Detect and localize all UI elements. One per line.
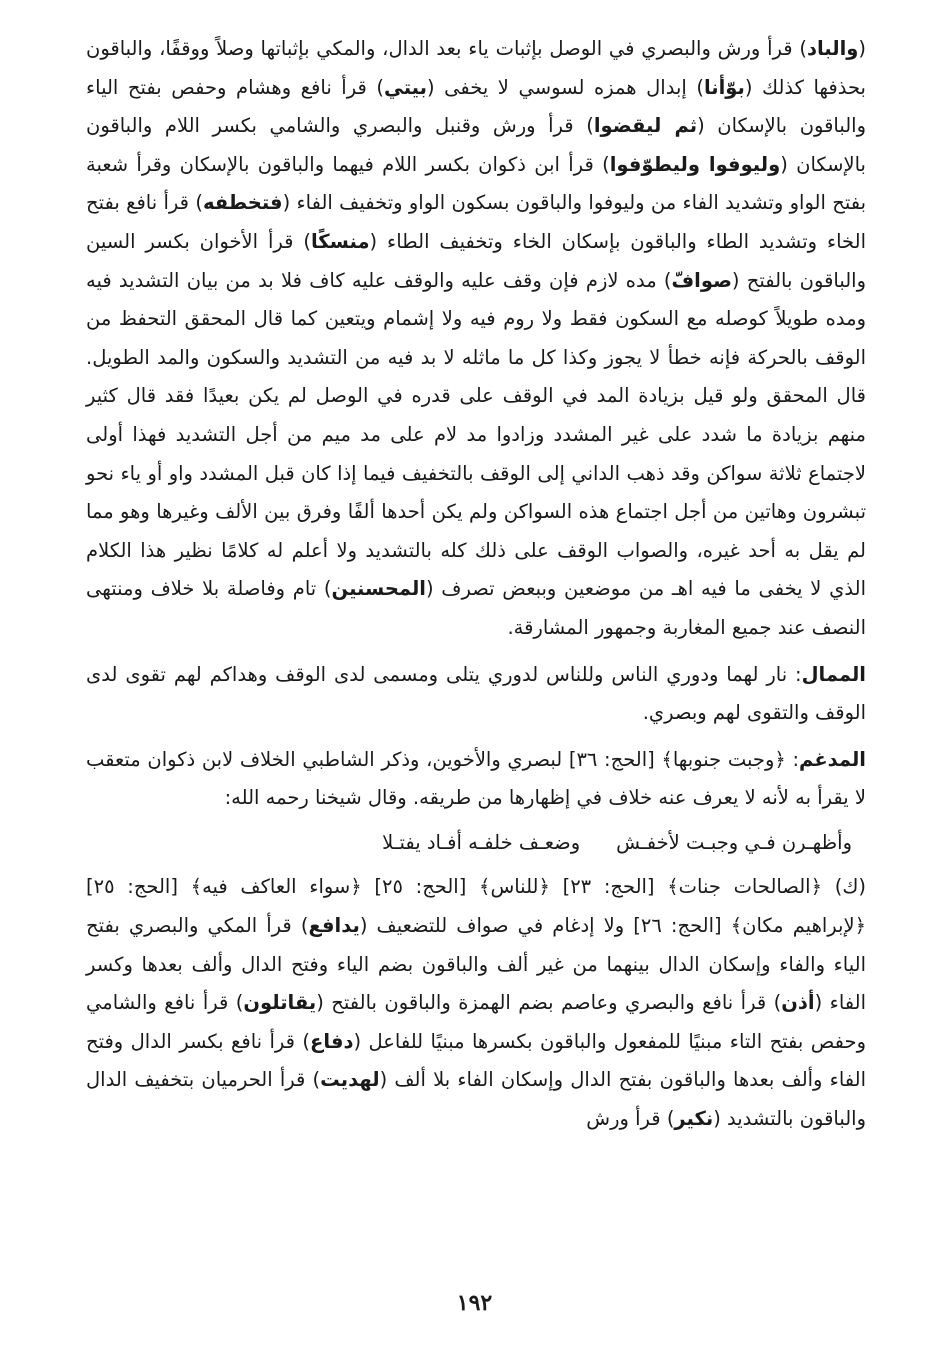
bold-term: بوّأنا [703, 75, 745, 99]
bold-term: وليوفوا وليطوّفوا [609, 152, 781, 176]
paragraph-readings-2: (ك) ﴿الصالحات جنات﴾ [الحج: ٢٣] ﴿للناس﴾ [الحج: ٢٥] ﴿سواء العاكف فيه﴾ [الحج: ٢٥] ﴿لإبراهيم مكان﴾ [الحج: ٢٦] ولا إدغام في صواف للتضعيف (يدافع) قرأ المكي والبصري بفتح الياء والفاء وإسكان الدال بينهما من غير ألف والباقون بضم الياء وفتح الدال وألف بعدها وكسر الفاء (أذن) قرأ نافع والبصري وعاصم بضم الهمزة والباقون بالفتح (يقاتلون) قرأ نافع والشامي وحفص بفتح التاء مبنيًا للمفعول والباقون بكسرها مبنيًا للفاعل (دفاع) قرأ نافع بكسر الدال وفتح الفاء وألف بعدها والباقون بفتح الدال وإسكان الفاء بلا ألف (لهديت) قرأ الحرميان بتخفيف الدال والباقون بالتشديد (نكير) قرأ ورش [86, 875, 866, 1131]
paragraph-mumal: الممال: نار لهما ودوري الناس وللناس لدوري يتلى ومسمى لدى الوقف وهداكم لهم تقوى لدى الوقف والتقوى لهم وبصري. [86, 662, 866, 725]
paragraph-mudgham: المدغم: ﴿وجبت جنوبها﴾ [الحج: ٣٦] لبصري والأخوين، وذكر الشاطبي الخلاف لابن ذكوان متعقب لا يقرأ به لأنه لا يعرف عنه خلاف في إظهارها من طريقه. وقال شيخنا رحمه الله: [86, 747, 866, 810]
poem-hemistich-second: وضعـف خلفـه أفـاد يفتـلا [382, 830, 581, 854]
poem-hemistich-first: وأظهـرن فـي وجبـت لأخفـش [616, 830, 852, 854]
bold-term: نكير [674, 1107, 714, 1131]
bold-term: فتخطفه [202, 191, 283, 215]
bold-term: لهديت [320, 1068, 380, 1092]
bold-term: يدافع [308, 914, 360, 938]
bold-term: يقاتلون [243, 991, 317, 1015]
paragraph-readings-1: (والباد) قرأ ورش والبصري في الوصل بإثبات ياء بعد الدال، والمكي بإثباتها وصلاً ووقفًا، والباقون بحذفها كذلك (بوّأنا) إبدال همزه لسوسي لا يخفى (بيتي) قرأ نافع وهشام وحفص بفتح الياء والباقون بالإسكان (ثم ليقضوا) قرأ ورش وقنبل والبصري والشامي بكسر اللام والباقون بالإسكان (وليوفوا وليطوّفوا) قرأ ابن ذكوان بكسر اللام فيهما والباقون بالإسكان وقرأ شعبة بفتح الواو وتشديد الفاء من وليوفوا والباقون بسكون الواو وتخفيف الفاء (فتخطفه) قرأ نافع بفتح الخاء وتشديد الطاء والباقون بإسكان الخاء وتخفيف الطاء (منسكًا) قرأ الأخوان بكسر السين والباقون بالفتح (صوافّ) مده لازم فإن وقف عليه والوقف عليه كاف فلا بد من بيان التشديد فيه ومده طويلاً كوصله مع السكون فقط ولا روم فيه ولا إشمام ويتعين كما قال المحقق التحفظ من الوقف بالحركة فإنه خطأ لا يجوز وكذا كل ما ماثله لا بد فيه من التشديد والسكون والمد الطويل. قال المحقق ولو قيل بزيادة المد في الوقف على قدره في الوصل لم يكن بعيدًا فقد قال كثير منهم بزيادة ما شدد على غير المشدد وزادوا مد لام على مد ميم من أجل التشديد فهذا أولى لاجتماع ثلاثة سواكن وقد ذهب الداني إلى الوقف بالتخفيف فيما إذا كان قبل المشدد واو أو ياء نحو تبشرون وهاتين من أجل اجتماع هذه السواكن ولم يكن أحدها ألفًا وفرق بين الألف وغيرها وهو مما لم يقل به أحد غيره، والصواب الوقف على ذلك كله بالتشديد ولا أعلم له كلامًا نظير هذا الكلام الذي لا يخفى ما فيه اهـ من موضعين وببعض تصرف (المحسنين) تام وفاصلة بلا خلاف ومنتهى النصف عند جميع المغاربة وجمهور المشارقة. [86, 37, 867, 639]
bold-term: أذن [781, 991, 815, 1015]
bold-term: صوافّ [671, 268, 732, 292]
bold-term: ثم ليقضوا [593, 114, 698, 138]
bold-term: منسكًا [310, 229, 370, 253]
section-lead-mudgham: المدغم [799, 747, 866, 771]
page-number: ١٩٢ [456, 1290, 493, 1316]
bold-term: المحسنين [331, 577, 426, 601]
bold-term: والباد [806, 37, 859, 60]
poem-verse [86, 824, 866, 863]
section-lead-mumal: الممال [801, 662, 866, 686]
page-body [86, 30, 866, 1139]
bold-term: دفاع [310, 1029, 354, 1053]
bold-term: بيتي [383, 75, 427, 99]
